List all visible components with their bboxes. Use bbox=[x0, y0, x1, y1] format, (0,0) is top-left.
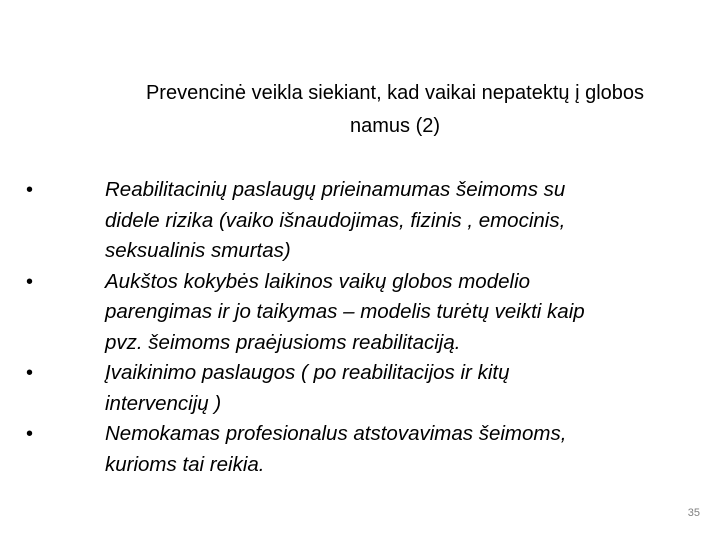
bullet-dot-icon: • bbox=[26, 270, 34, 293]
slide-title-line: namus (2) bbox=[349, 115, 441, 137]
bullet-line: Įvaikinimo paslaugos ( po reabilitacijos ir kitų bbox=[105, 361, 510, 384]
bullet-text bbox=[105, 267, 705, 359]
bullet-text bbox=[105, 419, 705, 480]
slide-title-line: Prevencinė veikla siekiant, kad vaikai nepatektų į globos bbox=[145, 82, 645, 104]
bullet-line: seksualinis smurtas) bbox=[105, 239, 291, 262]
bullet-item-foster-care-model bbox=[26, 267, 706, 359]
bullet-line: pvz. šeimoms praėjusioms reabilitaciją. bbox=[105, 330, 461, 354]
bullet-item-legal-representation bbox=[26, 419, 706, 480]
bullet-list bbox=[26, 175, 706, 480]
bullet-line: intervencijų ) bbox=[105, 391, 222, 415]
bullet-item-adoption-services bbox=[26, 358, 706, 419]
bullet-dot-icon: • bbox=[26, 179, 34, 201]
bullet-dot-icon: • bbox=[26, 362, 34, 384]
bullet-line: parengimas ir jo taikymas – modelis turėtų veikti kaip bbox=[105, 300, 585, 323]
bullet-dot-icon: • bbox=[26, 423, 34, 445]
bullet-text bbox=[105, 358, 705, 419]
slide-number: 35 bbox=[687, 507, 700, 519]
bullet-line: kurioms tai reikia. bbox=[105, 452, 265, 476]
bullet-text bbox=[105, 175, 705, 267]
bullet-line: Aukštos kokybės laikinos vaikų globos modelio bbox=[105, 269, 531, 293]
bullet-line: didele rizika (vaiko išnaudojimas, fizinis , emocinis, bbox=[105, 208, 566, 232]
bullet-item-rehabilitation bbox=[26, 175, 706, 267]
bullet-line: Nemokamas profesionalus atstovavimas šeimoms, bbox=[105, 422, 567, 445]
slide-title bbox=[80, 77, 710, 143]
bullet-line: Reabilitacinių paslaugų prieinamumas šeimoms su bbox=[105, 178, 566, 201]
